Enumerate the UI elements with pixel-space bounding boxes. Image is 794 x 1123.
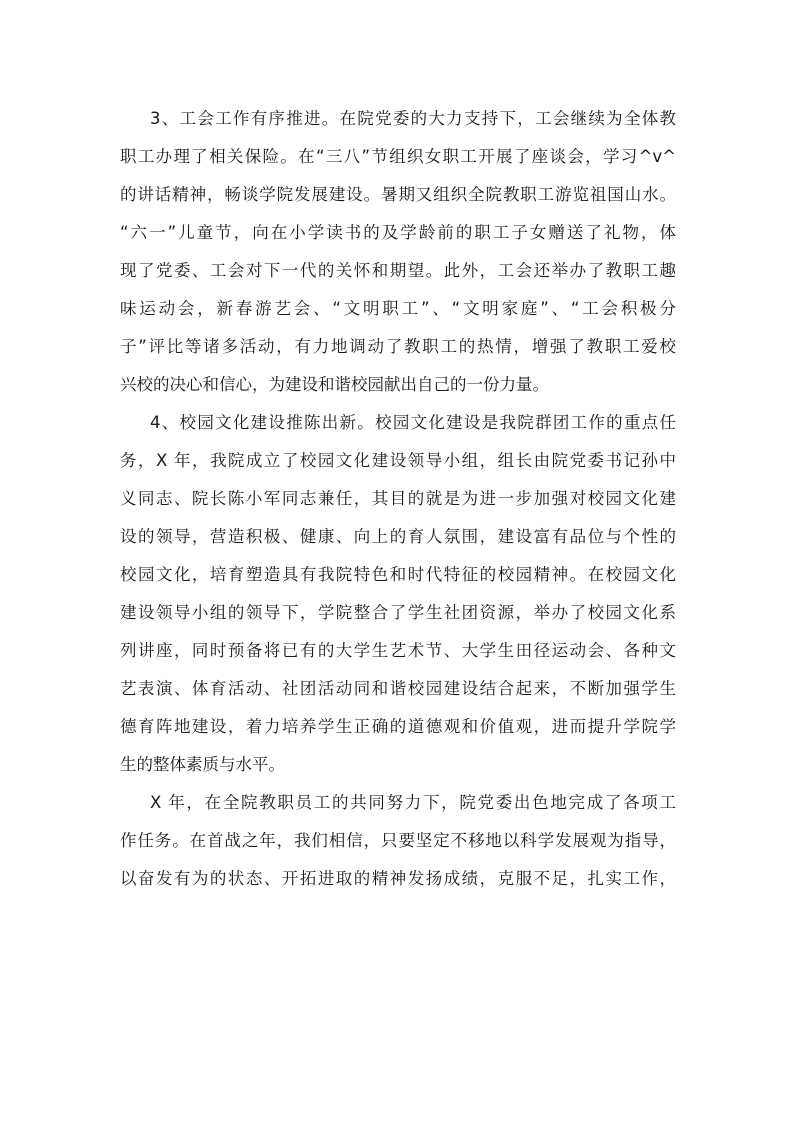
text-line: X 年，在全院教职员工的共同努力下，院党委出色地完成了各项工 [150, 793, 676, 812]
text-line: 校园文化，培育塑造具有我院特色和时代特征的校园精神。在校园文化 [120, 565, 676, 584]
document-body [120, 100, 676, 898]
text-line: 的讲话精神，畅谈学院发展建设。暑期又组织全院教职工游览祖国山水。 [120, 185, 676, 204]
text-line: 德育阵地建设，着力培养学生正确的道德观和价值观，进而提升学院学 [120, 717, 676, 736]
text-line: 现了党委、工会对下一代的关怀和期望。此外，工会还举办了教职工趣 [120, 261, 676, 280]
text-line: 味运动会，新春游艺会、“文明职工”、“文明家庭”、“工会积极分 [120, 299, 676, 318]
paragraph-union-work [120, 100, 676, 404]
text-line: 艺表演、体育活动、社团活动同和谐校园建设结合起来，不断加强学生 [120, 679, 676, 698]
text-line: 子”评比等诸多活动，有力地调动了教职工的热情，增强了教职工爱校 [120, 337, 676, 356]
paragraph-campus-culture [120, 404, 676, 784]
text-line: “六一”儿童节，向在小学读书的及学龄前的职工子女赠送了礼物，体 [120, 223, 676, 242]
text-line: 职工办理了相关保险。在“三八”节组织女职工开展了座谈会，学习^v^ [120, 147, 676, 166]
text-line: 3、工会工作有序推进。在院党委的大力支持下，工会继续为全体教 [150, 109, 676, 128]
text-line: 建设领导小组的领导下，学院整合了学生社团资源，举办了校园文化系 [120, 603, 676, 622]
text-line: 义同志、院长陈小军同志兼任，其目的就是为进一步加强对校园文化建 [120, 489, 676, 508]
paragraph-conclusion [120, 784, 676, 898]
text-line: 4、校园文化建设推陈出新。校园文化建设是我院群团工作的重点任 [150, 413, 676, 432]
text-line: 以奋发有为的状态、开拓进取的精神发扬成绩，克服不足，扎实工作， [120, 869, 676, 888]
text-line: 列讲座，同时预备将已有的大学生艺术节、大学生田径运动会、各种文 [120, 641, 676, 660]
text-line: 务，X 年，我院成立了校园文化建设领导小组，组长由院党委书记孙中 [120, 451, 676, 470]
text-line: 生的整体素质与水平。 [120, 755, 285, 774]
text-line: 作任务。在首战之年，我们相信，只要坚定不移地以科学发展观为指导， [120, 831, 676, 850]
text-line: 设的领导，营造积极、健康、向上的育人氛围，建设富有品位与个性的 [120, 527, 676, 546]
text-line: 兴校的决心和信心，为建设和谐校园献出自己的一份力量。 [120, 375, 549, 394]
